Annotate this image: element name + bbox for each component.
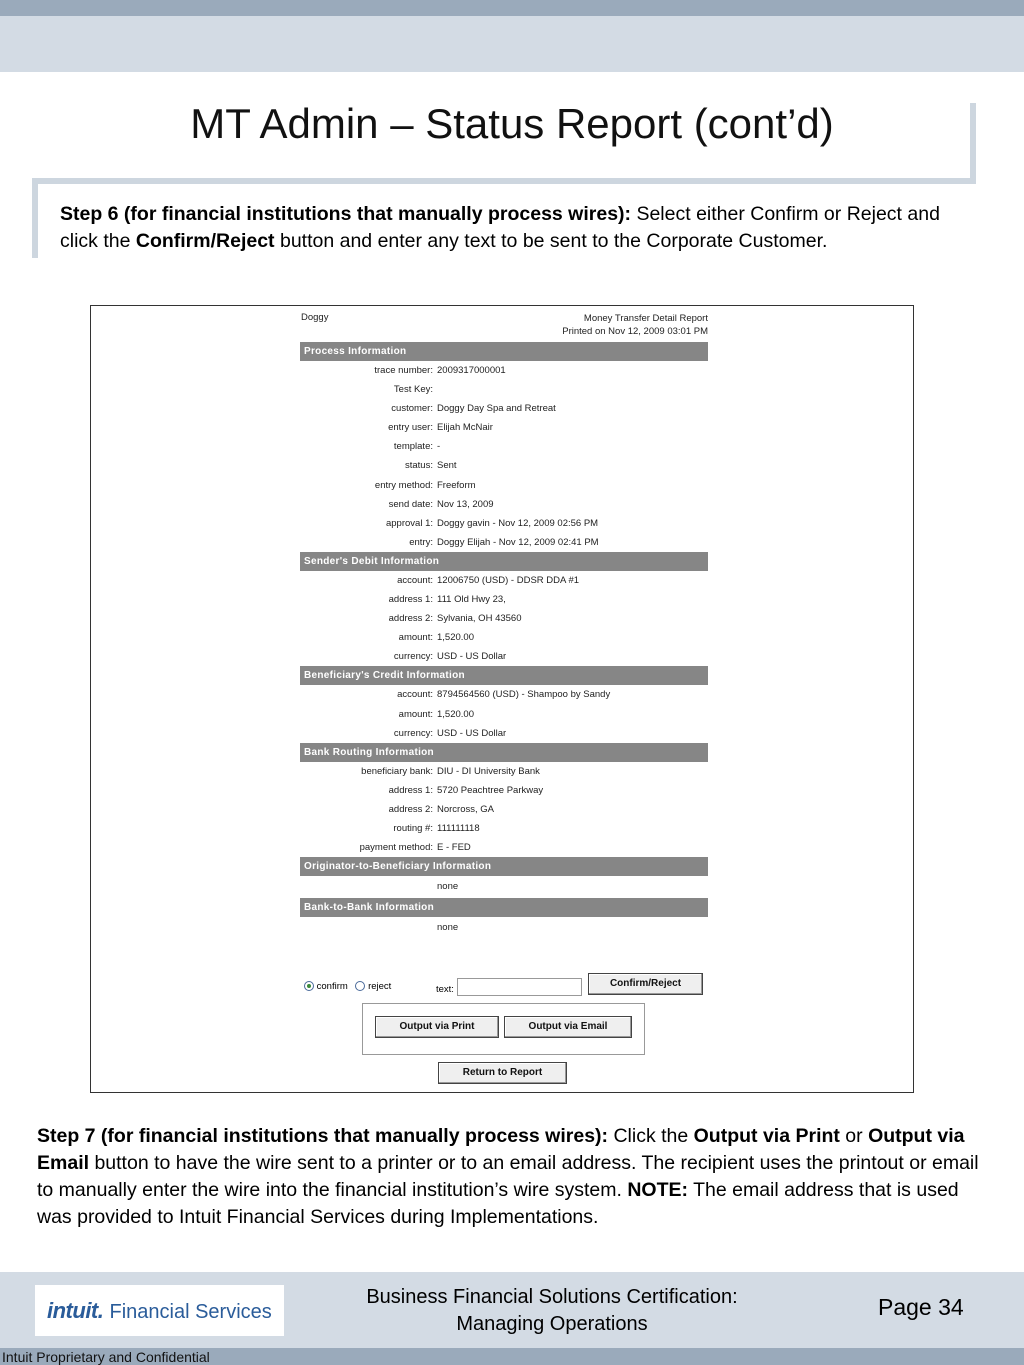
- field-label: entry:: [409, 536, 433, 548]
- field-label: entry method:: [374, 479, 433, 491]
- field-value: USD - US Dollar: [437, 727, 507, 739]
- field-row: [300, 781, 708, 800]
- step7-bold-2: Output via Email: [37, 1125, 965, 1174]
- confirm-label: confirm: [316, 981, 348, 992]
- output-email-button[interactable]: Output via Email: [504, 1016, 632, 1038]
- step7-text-1: Click the: [608, 1125, 694, 1147]
- field-row: [300, 437, 708, 456]
- field-value: Nov 13, 2009: [437, 498, 494, 510]
- field-row: [300, 724, 708, 743]
- btb-value: none: [437, 922, 459, 934]
- field-value: Norcross, GA: [437, 803, 495, 815]
- field-value: 2009317000001: [437, 365, 506, 376]
- report-title: Money Transfer Detail Report: [583, 313, 708, 324]
- slide-title: MT Admin – Status Report (cont’d): [190, 100, 834, 147]
- field-value: -: [437, 441, 441, 453]
- message-text-input[interactable]: [457, 978, 582, 996]
- field-row: [300, 456, 708, 475]
- field-value: 12006750 (USD) - DDSR DDA #1: [437, 574, 580, 586]
- field-value: USD - US Dollar: [437, 651, 507, 663]
- section-btb: Bank-to-Bank Information: [300, 898, 708, 917]
- sender-rows: [300, 571, 708, 666]
- field-value: 111 Old Hwy 23,: [437, 594, 506, 606]
- reject-radio[interactable]: [355, 981, 365, 991]
- field-label: amount:: [398, 632, 433, 644]
- process-rows: [300, 361, 708, 552]
- field-row: [300, 418, 708, 437]
- field-row: [300, 361, 708, 380]
- step7-text-2: or: [839, 1125, 869, 1147]
- section-process: Process Information: [300, 342, 708, 361]
- field-label: entry user:: [388, 422, 433, 434]
- footer-course-title: [330, 1284, 774, 1338]
- step7-text: [37, 1123, 987, 1231]
- footer-line-2: Managing Operations: [456, 1313, 648, 1335]
- output-button-box: [362, 1003, 645, 1055]
- field-value: DIU - DI University Bank: [437, 765, 540, 777]
- title-frame-bottom: [32, 178, 976, 184]
- report-printed: Printed on Nov 12, 2009 03:01 PM: [562, 326, 708, 337]
- field-value: 1,520.00: [437, 708, 474, 720]
- field-value: E - FED: [437, 842, 471, 854]
- footer-line-1: Business Financial Solutions Certification:: [366, 1286, 738, 1308]
- field-value: 5720 Peachtree Parkway: [437, 784, 544, 796]
- field-label: beneficiary bank:: [361, 765, 433, 777]
- confirm-reject-button[interactable]: Confirm/Reject: [588, 973, 703, 995]
- field-value: Doggy Day Spa and Retreat: [437, 403, 556, 415]
- field-row: [300, 590, 708, 609]
- field-label: routing #:: [393, 822, 433, 834]
- btb-row: [300, 917, 708, 939]
- field-value: 1,520.00: [437, 632, 474, 644]
- field-label: approval 1:: [385, 517, 433, 529]
- confidential-notice: Intuit Proprietary and Confidential: [2, 1349, 210, 1365]
- field-row: [300, 571, 708, 590]
- step6-lead: Step 6 (for financial institutions that manually process wires):: [60, 203, 632, 225]
- field-value: Freeform: [437, 479, 476, 491]
- step7-text-3: button to have the wire sent to a printer or to an email address. The recipient uses the printout or email to manually enter the wire into the financial institution’s wire system.: [37, 1152, 979, 1201]
- return-to-report-button[interactable]: Return to Report: [438, 1062, 567, 1084]
- field-value: Elijah McNair: [437, 422, 493, 434]
- report-header: [300, 306, 708, 342]
- field-label: currency:: [393, 651, 433, 663]
- field-row: [300, 628, 708, 647]
- otb-row: [300, 876, 708, 898]
- field-label: amount:: [398, 708, 433, 720]
- field-row: [300, 819, 708, 838]
- field-row: [300, 762, 708, 781]
- field-label: address 2:: [388, 613, 433, 625]
- step7-lead: Step 7 (for financial institutions that manually process wires):: [37, 1125, 609, 1147]
- field-value: Doggy Elijah - Nov 12, 2009 02:41 PM: [437, 536, 599, 548]
- report-title-block: [562, 312, 708, 338]
- step6-text-1: Select either Confirm or Reject and click the: [60, 203, 940, 252]
- section-routing: Bank Routing Information: [300, 743, 708, 762]
- reject-label: reject: [368, 981, 392, 992]
- field-row: [300, 685, 708, 704]
- field-label: trace number:: [374, 365, 433, 376]
- field-value: Sent: [437, 460, 457, 472]
- field-value: Sylvania, OH 43560: [437, 613, 522, 625]
- field-row: [300, 705, 708, 724]
- beneficiary-rows: [300, 685, 708, 742]
- field-row: [300, 380, 708, 399]
- field-label: payment method:: [359, 842, 433, 854]
- section-beneficiary: Beneficiary's Credit Information: [300, 666, 708, 685]
- field-value: 111111118: [437, 822, 480, 834]
- field-row: [300, 609, 708, 628]
- intuit-logo: [35, 1285, 284, 1336]
- confirm-radio[interactable]: [304, 981, 314, 991]
- field-label: address 2:: [388, 803, 433, 815]
- step7-text-4: The email address that is used was provided to Intuit Financial Services during Implementations.: [37, 1179, 959, 1228]
- field-row: [300, 838, 708, 857]
- report-org: Doggy: [301, 312, 329, 323]
- field-value: Doggy gavin - Nov 12, 2009 02:56 PM: [437, 517, 599, 529]
- logo-sub: Financial Services: [109, 1301, 272, 1323]
- field-label: send date:: [388, 498, 433, 510]
- routing-rows: [300, 762, 708, 857]
- field-label: template:: [393, 441, 433, 453]
- step6-bold-1: Confirm/Reject: [135, 230, 275, 252]
- logo-brand: intuit.: [47, 1298, 104, 1323]
- text-label: text:: [436, 984, 454, 995]
- field-row: [300, 647, 708, 666]
- page-number: Page 34: [878, 1294, 964, 1320]
- report-panel: [300, 306, 708, 939]
- top-stripe: [0, 0, 1024, 16]
- field-label: Test Key:: [393, 384, 433, 396]
- step7-bold-1: Output via Print: [693, 1125, 840, 1147]
- header-band: [0, 16, 1024, 72]
- field-row: [300, 495, 708, 514]
- field-row: [300, 514, 708, 533]
- otb-value: none: [437, 881, 459, 893]
- step6-text: [60, 201, 960, 255]
- field-label: status:: [405, 460, 433, 472]
- field-row: [300, 800, 708, 819]
- step7-bold-3: NOTE:: [627, 1179, 689, 1201]
- report-screenshot: [90, 305, 914, 1093]
- field-label: address 1:: [388, 594, 433, 606]
- field-label: address 1:: [388, 784, 433, 796]
- field-row: [300, 399, 708, 418]
- field-row: [300, 476, 708, 495]
- field-label: currency:: [393, 727, 433, 739]
- title-frame-left: [32, 178, 38, 258]
- field-label: customer:: [391, 403, 433, 415]
- title-frame-right: [970, 103, 976, 183]
- output-print-button[interactable]: Output via Print: [375, 1016, 499, 1038]
- step6-text-2: button and enter any text to be sent to the Corporate Customer.: [274, 230, 828, 252]
- section-sender: Sender's Debit Information: [300, 552, 708, 571]
- field-label: account:: [397, 574, 433, 586]
- field-value: 8794564560 (USD) - Shampoo by Sandy: [437, 689, 611, 701]
- field-label: account:: [397, 689, 433, 701]
- confirm-radio-group: [304, 981, 391, 992]
- field-row: [300, 533, 708, 552]
- section-otb: Originator-to-Beneficiary Information: [300, 857, 708, 876]
